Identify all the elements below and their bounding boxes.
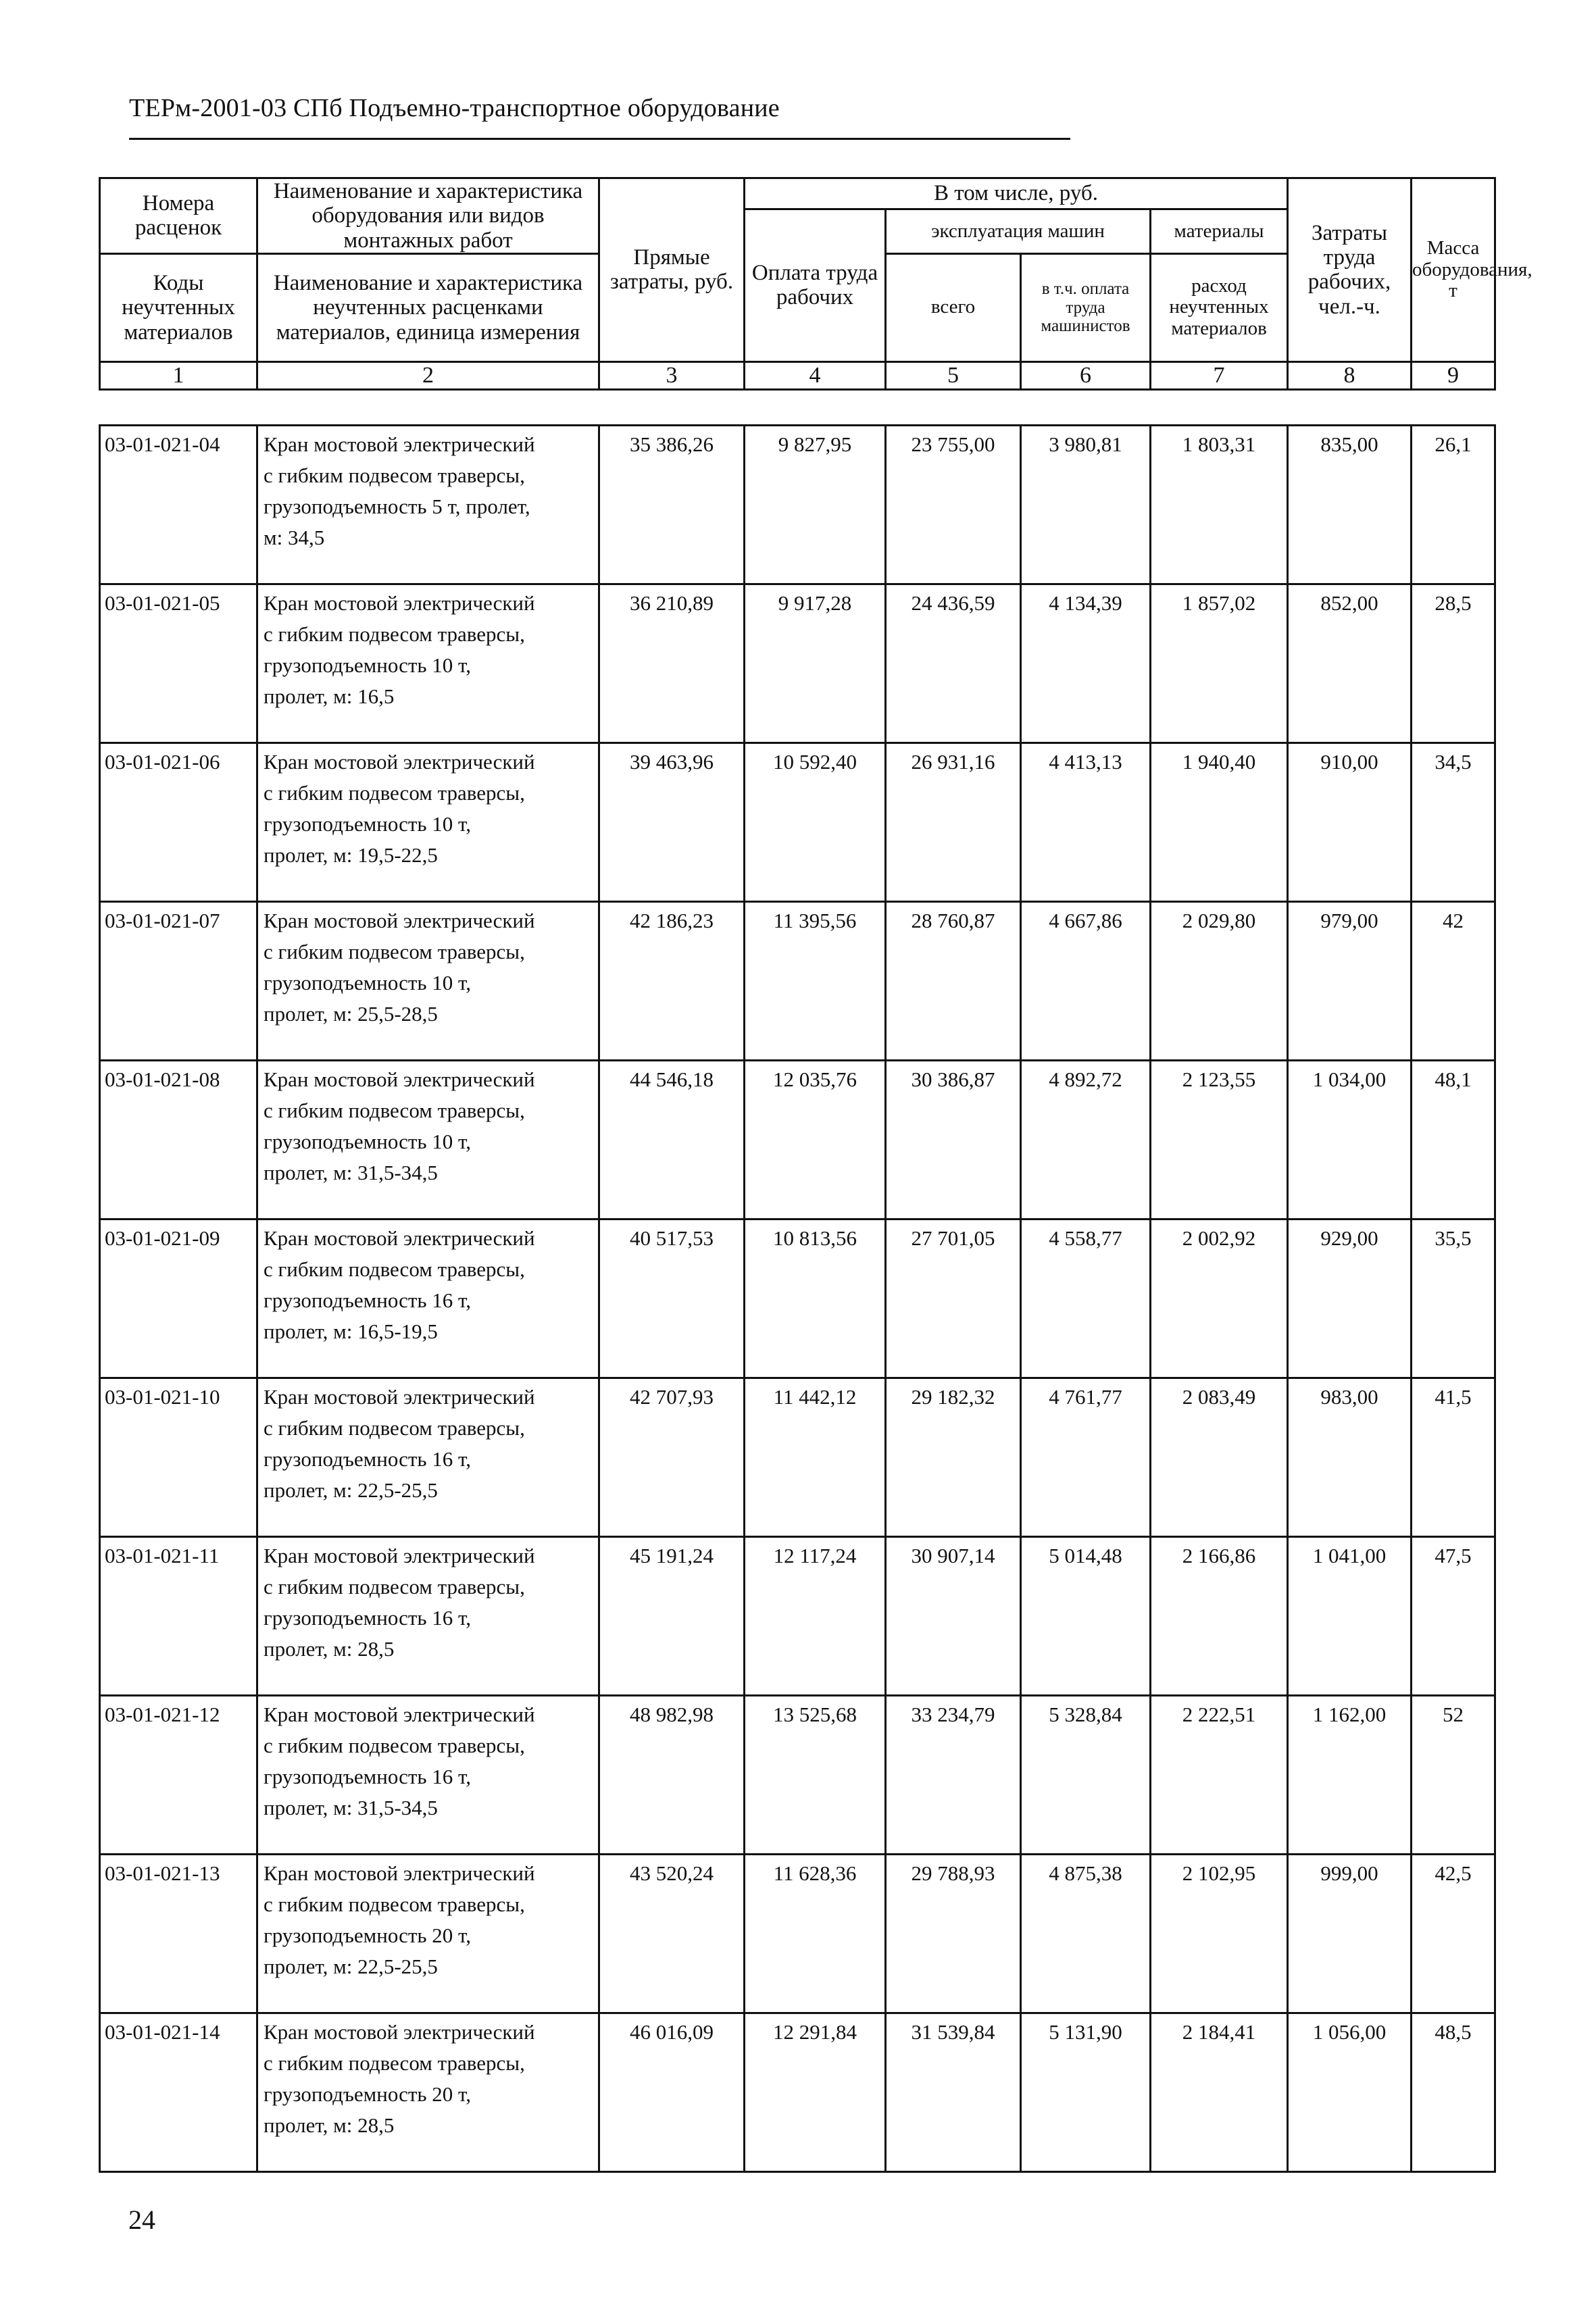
direct-costs: 35 386,26 <box>599 426 745 584</box>
equipment-mass: 52 <box>1412 1696 1495 1855</box>
work-description <box>257 2013 599 2172</box>
description-line: Кран мостовой электрический <box>264 1226 535 1250</box>
table-row <box>100 1537 1495 1696</box>
header-group-materials: материалы <box>1151 209 1288 254</box>
description-line: Кран мостовой электрический <box>264 1544 535 1567</box>
rate-code: 03-01-021-11 <box>100 1537 257 1696</box>
direct-costs: 44 546,18 <box>599 1061 745 1219</box>
description-line: с гибким подвесом траверсы, <box>264 622 525 646</box>
machine-costs-total: 29 788,93 <box>886 1855 1021 2013</box>
column-number: 6 <box>1021 361 1151 389</box>
description-line: пролет, м: 31,5-34,5 <box>264 1161 438 1184</box>
description-line: Кран мостовой электрический <box>264 1385 535 1409</box>
labor-pay: 11 628,36 <box>745 1855 886 2013</box>
equipment-mass: 26,1 <box>1412 426 1495 584</box>
column-number: 7 <box>1151 361 1288 389</box>
header-col3: Прямые затраты, руб. <box>599 178 745 362</box>
description-line: с гибким подвесом траверсы, <box>264 463 525 487</box>
description-line: пролет, м: 28,5 <box>264 2113 395 2137</box>
work-description <box>257 743 599 902</box>
rate-code: 03-01-021-10 <box>100 1378 257 1537</box>
description-line: грузоподъемность 10 т, <box>264 1130 472 1153</box>
rate-code: 03-01-021-07 <box>100 902 257 1061</box>
machinists-pay: 4 875,38 <box>1021 1855 1151 2013</box>
direct-costs: 42 186,23 <box>599 902 745 1061</box>
labor-hours: 910,00 <box>1288 743 1412 902</box>
work-description <box>257 1855 599 2013</box>
description-line: с гибким подвесом траверсы, <box>264 781 525 805</box>
machine-costs-total: 29 182,32 <box>886 1378 1021 1537</box>
table-row <box>100 2013 1495 2172</box>
equipment-mass: 28,5 <box>1412 584 1495 743</box>
equipment-mass: 41,5 <box>1412 1378 1495 1537</box>
labor-pay: 10 813,56 <box>745 1219 886 1378</box>
description-line: с гибким подвесом траверсы, <box>264 940 525 963</box>
machine-costs-total: 28 760,87 <box>886 902 1021 1061</box>
machinists-pay: 4 667,86 <box>1021 902 1151 1061</box>
machinists-pay: 4 761,77 <box>1021 1378 1151 1537</box>
work-description <box>257 1537 599 1696</box>
rate-code: 03-01-021-05 <box>100 584 257 743</box>
machine-costs-total: 24 436,59 <box>886 584 1021 743</box>
description-line: с гибким подвесом траверсы, <box>264 1257 525 1281</box>
work-description <box>257 584 599 743</box>
description-line: Кран мостовой электрический <box>264 750 535 774</box>
labor-hours: 979,00 <box>1288 902 1412 1061</box>
page-title: ТЕРм-2001-03 СПб Подъемно-транспортное оборудование <box>129 94 780 122</box>
labor-pay: 12 117,24 <box>745 1537 886 1696</box>
table-row <box>100 1378 1495 1537</box>
rate-code: 03-01-021-04 <box>100 426 257 584</box>
table-row <box>100 1855 1495 2013</box>
materials-costs: 2 123,55 <box>1151 1061 1288 1219</box>
equipment-mass: 34,5 <box>1412 743 1495 902</box>
machine-costs-total: 23 755,00 <box>886 426 1021 584</box>
labor-pay: 9 827,95 <box>745 426 886 584</box>
column-number: 5 <box>886 361 1021 389</box>
labor-pay: 10 592,40 <box>745 743 886 902</box>
description-line: Кран мостовой электрический <box>264 1861 535 1885</box>
equipment-mass: 42 <box>1412 902 1495 1061</box>
table-row <box>100 426 1495 584</box>
header-group-machines: эксплуатация машин <box>886 209 1151 254</box>
rate-code: 03-01-021-13 <box>100 1855 257 2013</box>
labor-pay: 13 525,68 <box>745 1696 886 1855</box>
labor-hours: 852,00 <box>1288 584 1412 743</box>
machinists-pay: 5 131,90 <box>1021 2013 1151 2172</box>
machinists-pay: 5 014,48 <box>1021 1537 1151 1696</box>
description-line: пролет, м: 28,5 <box>264 1637 395 1661</box>
direct-costs: 46 016,09 <box>599 2013 745 2172</box>
labor-pay: 11 442,12 <box>745 1378 886 1537</box>
description-line: пролет, м: 19,5-22,5 <box>264 843 438 867</box>
machinists-pay: 4 413,13 <box>1021 743 1151 902</box>
work-description <box>257 1219 599 1378</box>
description-line: грузоподъемность 10 т, <box>264 812 472 836</box>
title-underline <box>129 138 1070 140</box>
machinists-pay: 3 980,81 <box>1021 426 1151 584</box>
labor-pay: 9 917,28 <box>745 584 886 743</box>
machinists-pay: 5 328,84 <box>1021 1696 1151 1855</box>
description-line: грузоподъемность 10 т, <box>264 653 472 677</box>
description-line: Кран мостовой электрический <box>264 1067 535 1091</box>
description-line: грузоподъемность 16 т, <box>264 1288 472 1312</box>
description-line: Кран мостовой электрический <box>264 2020 535 2044</box>
table-row <box>100 1696 1495 1855</box>
direct-costs: 40 517,53 <box>599 1219 745 1378</box>
description-line: пролет, м: 25,5-28,5 <box>264 1002 438 1026</box>
description-line: пролет, м: 31,5-34,5 <box>264 1796 438 1819</box>
labor-hours: 835,00 <box>1288 426 1412 584</box>
materials-costs: 2 102,95 <box>1151 1855 1288 2013</box>
description-line: грузоподъемность 5 т, пролет, <box>264 495 530 518</box>
column-number: 2 <box>257 361 599 389</box>
header-col5: всего <box>886 253 1021 361</box>
machine-costs-total: 27 701,05 <box>886 1219 1021 1378</box>
description-line: Кран мостовой электрический <box>264 1703 535 1726</box>
column-number: 8 <box>1288 361 1412 389</box>
rate-code: 03-01-021-14 <box>100 2013 257 2172</box>
equipment-mass: 42,5 <box>1412 1855 1495 2013</box>
direct-costs: 45 191,24 <box>599 1537 745 1696</box>
description-line: грузоподъемность 20 т, <box>264 1923 472 1947</box>
machine-costs-total: 33 234,79 <box>886 1696 1021 1855</box>
description-line: пролет, м: 22,5-25,5 <box>264 1478 438 1502</box>
description-line: пролет, м: 16,5 <box>264 684 395 708</box>
column-number: 1 <box>100 361 257 389</box>
rate-code: 03-01-021-12 <box>100 1696 257 1855</box>
rate-code: 03-01-021-09 <box>100 1219 257 1378</box>
labor-pay: 12 291,84 <box>745 2013 886 2172</box>
description-line: грузоподъемность 16 т, <box>264 1606 472 1630</box>
materials-costs: 1 940,40 <box>1151 743 1288 902</box>
direct-costs: 48 982,98 <box>599 1696 745 1855</box>
description-line: с гибким подвесом траверсы, <box>264 2051 525 2075</box>
description-line: с гибким подвесом траверсы, <box>264 1892 525 1916</box>
machinists-pay: 4 892,72 <box>1021 1061 1151 1219</box>
labor-hours: 1 056,00 <box>1288 2013 1412 2172</box>
materials-costs: 2 002,92 <box>1151 1219 1288 1378</box>
direct-costs: 39 463,96 <box>599 743 745 902</box>
table-row <box>100 902 1495 1061</box>
header-col7: расход неучтенных материалов <box>1151 253 1288 361</box>
header-col2-top: Наименование и характеристика оборудования или видов монтажных работ <box>257 178 599 254</box>
description-line: с гибким подвесом траверсы, <box>264 1416 525 1440</box>
machine-costs-total: 26 931,16 <box>886 743 1021 902</box>
description-line: пролет, м: 22,5-25,5 <box>264 1955 438 1978</box>
description-line: м: 34,5 <box>264 526 325 549</box>
description-line: грузоподъемность 20 т, <box>264 2082 472 2106</box>
labor-hours: 1 034,00 <box>1288 1061 1412 1219</box>
direct-costs: 36 210,89 <box>599 584 745 743</box>
machinists-pay: 4 558,77 <box>1021 1219 1151 1378</box>
rate-code: 03-01-021-06 <box>100 743 257 902</box>
description-line: с гибким подвесом траверсы, <box>264 1575 525 1599</box>
column-number-row <box>100 361 1495 389</box>
machine-costs-total: 30 386,87 <box>886 1061 1021 1219</box>
work-description <box>257 1061 599 1219</box>
work-description <box>257 1378 599 1537</box>
header-col8: Затраты труда рабочих, чел.-ч. <box>1288 178 1412 362</box>
work-description <box>257 902 599 1061</box>
rates-table <box>99 424 1496 2173</box>
direct-costs: 42 707,93 <box>599 1378 745 1537</box>
equipment-mass: 47,5 <box>1412 1537 1495 1696</box>
column-number: 9 <box>1412 361 1495 389</box>
description-line: Кран мостовой электрический <box>264 591 535 615</box>
description-line: Кран мостовой электрический <box>264 909 535 932</box>
materials-costs: 1 803,31 <box>1151 426 1288 584</box>
rate-code: 03-01-021-08 <box>100 1061 257 1219</box>
materials-costs: 2 222,51 <box>1151 1696 1288 1855</box>
page-number: 24 <box>128 2205 155 2235</box>
description-line: грузоподъемность 16 т, <box>264 1765 472 1788</box>
table-row <box>100 1061 1495 1219</box>
labor-hours: 1 041,00 <box>1288 1537 1412 1696</box>
materials-costs: 2 029,80 <box>1151 902 1288 1061</box>
labor-pay: 11 395,56 <box>745 902 886 1061</box>
work-description <box>257 1696 599 1855</box>
machine-costs-total: 30 907,14 <box>886 1537 1021 1696</box>
header-col4: Оплата труда рабочих <box>745 209 886 362</box>
equipment-mass: 48,5 <box>1412 2013 1495 2172</box>
column-number: 4 <box>745 361 886 389</box>
labor-hours: 999,00 <box>1288 1855 1412 2013</box>
table-row <box>100 743 1495 902</box>
table-row <box>100 1219 1495 1378</box>
materials-costs: 2 184,41 <box>1151 2013 1288 2172</box>
description-line: с гибким подвесом траверсы, <box>264 1099 525 1122</box>
equipment-mass: 35,5 <box>1412 1219 1495 1378</box>
description-line: пролет, м: 16,5-19,5 <box>264 1319 438 1343</box>
machinists-pay: 4 134,39 <box>1021 584 1151 743</box>
column-number: 3 <box>599 361 745 389</box>
labor-pay: 12 035,76 <box>745 1061 886 1219</box>
labor-hours: 929,00 <box>1288 1219 1412 1378</box>
header-col6: в т.ч. оплата труда машинистов <box>1021 253 1151 361</box>
table-header <box>99 177 1532 391</box>
description-line: Кран мостовой электрический <box>264 432 535 456</box>
materials-costs: 2 083,49 <box>1151 1378 1288 1537</box>
materials-costs: 2 166,86 <box>1151 1537 1288 1696</box>
labor-hours: 983,00 <box>1288 1378 1412 1537</box>
description-line: грузоподъемность 10 т, <box>264 971 472 995</box>
labor-hours: 1 162,00 <box>1288 1696 1412 1855</box>
header-col9: Масса оборудования, т <box>1412 178 1495 362</box>
work-description <box>257 426 599 584</box>
description-line: с гибким подвесом траверсы, <box>264 1734 525 1757</box>
machine-costs-total: 31 539,84 <box>886 2013 1021 2172</box>
equipment-mass: 48,1 <box>1412 1061 1495 1219</box>
materials-costs: 1 857,02 <box>1151 584 1288 743</box>
description-line: грузоподъемность 16 т, <box>264 1447 472 1471</box>
header-col1-bottom: Коды неучтенных материалов <box>100 253 257 361</box>
header-col1-top: Номера расценок <box>100 178 257 254</box>
header-col2-bottom: Наименование и характеристика неучтенных расценками материалов, единица измерения <box>257 253 599 361</box>
direct-costs: 43 520,24 <box>599 1855 745 2013</box>
table-row <box>100 584 1495 743</box>
header-group-incl: В том числе, руб. <box>745 178 1288 209</box>
